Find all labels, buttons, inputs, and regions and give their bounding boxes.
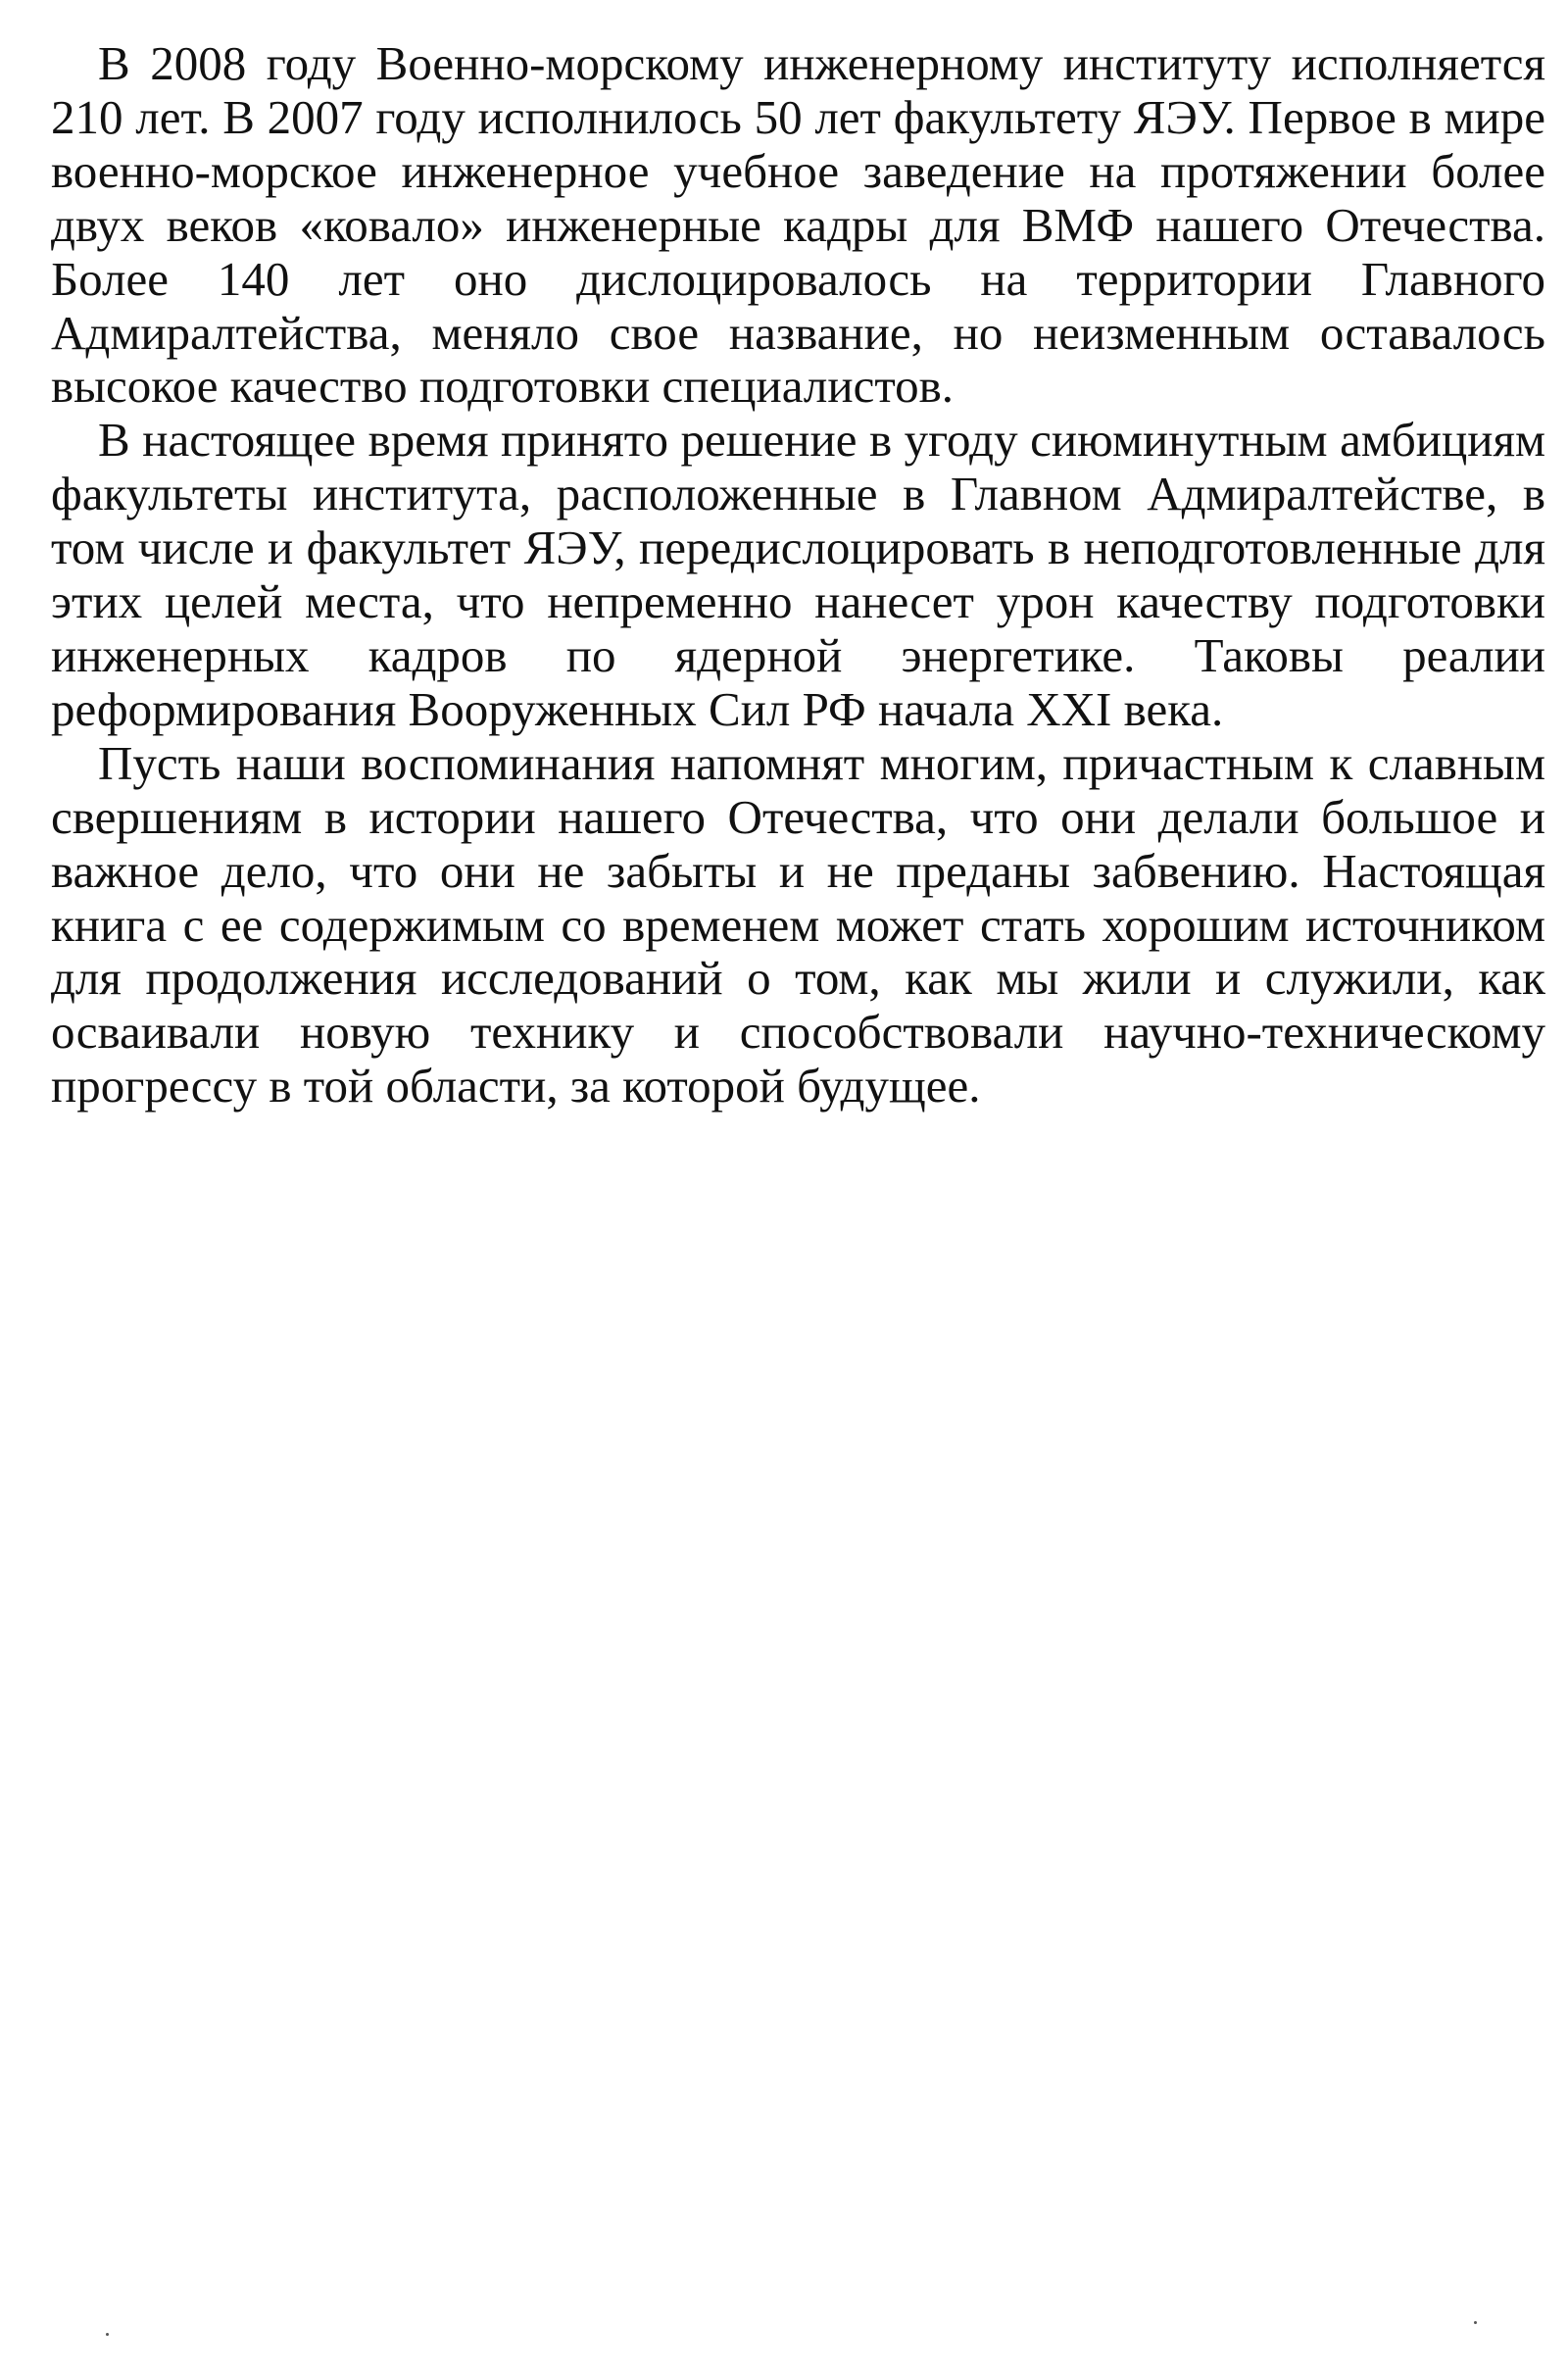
scan-speck bbox=[106, 2333, 109, 2336]
paragraph-1: В 2008 году Военно-морскому инженерному институту исполняется 210 лет. В 2007 году исполнилось 50 лет факультету ЯЭУ. Первое в мире военно-морское инженерное учебное заведение на протяжении более двух веков «ковало» инженерные кадры для ВМФ нашего Отечества. Более 140 лет оно дислоцировалось на территории Главного Адмиралтейства, меняло свое название, но неизменным оставалось высокое качество подготовки специалистов. bbox=[51, 36, 1545, 414]
body-text bbox=[51, 37, 1545, 1114]
paragraph-2: В настоящее время принято решение в угоду сиюминутным амбициям факультеты института, расположенные в Главном Адмиралтействе, в том числе и факультет ЯЭУ, передислоцировать в неподготовленные для этих целей места, что непременно нанесет урон качеству подготовки инженерных кадров по ядерной энергетике. Таковы реалии реформирования Вооруженных Сил РФ начала XXI века. bbox=[51, 413, 1545, 736]
paragraph-3: Пусть наши воспоминания напомнят многим, причастным к славным свершениям в истории нашего Отечества, что они делали большое и важное дело, что они не забыты и не преданы забвению. Настоящая книга с ее содержимым со временем может стать хорошим источником для продолжения исследований о том, как мы жили и служили, как осваивали новую технику и способствовали научно-техническому прогрессу в той области, за которой будущее. bbox=[51, 735, 1545, 1114]
scan-speck bbox=[1474, 2321, 1477, 2324]
